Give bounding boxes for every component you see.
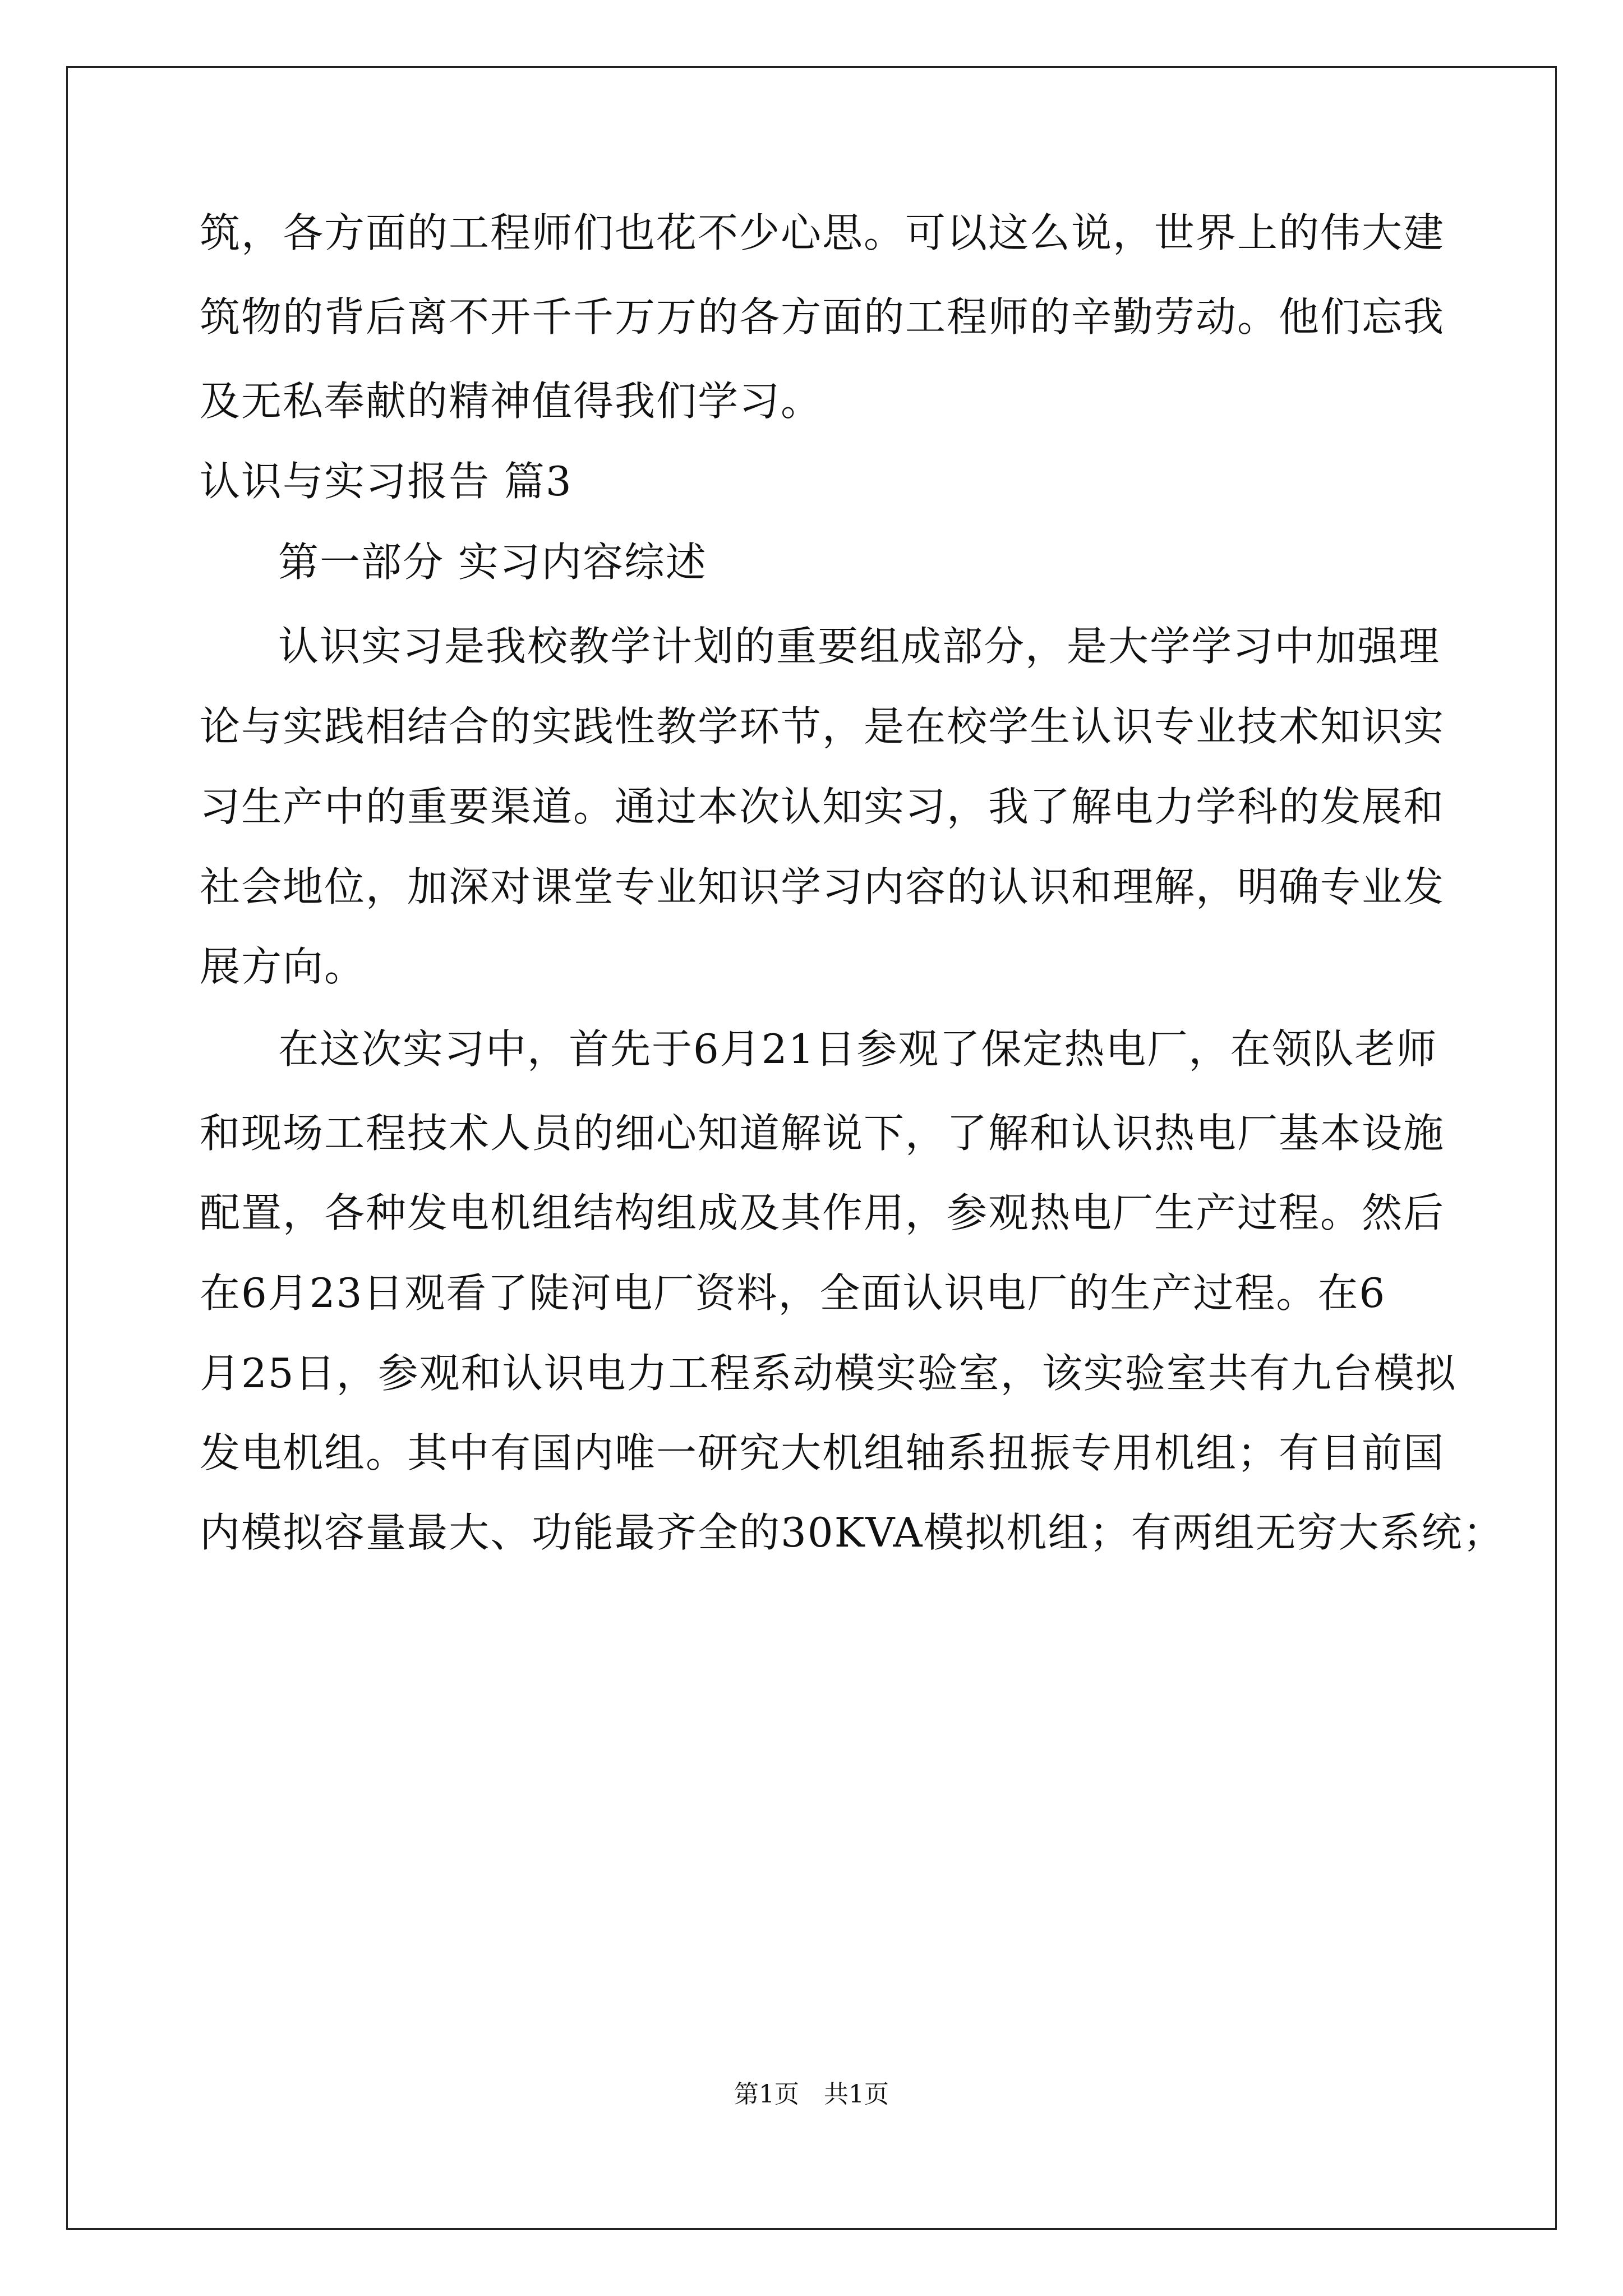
page-footer: 第1页 共1页 — [734, 2080, 889, 2109]
body-text-line: 在6月23日观看了陡河电厂资料，全面认识电厂的生产过程。在6 — [200, 1269, 1386, 1317]
paragraph-first-line: 认识实习是我校教学计划的重要组成部分，是大学学习中加强理 — [278, 623, 1441, 670]
section-heading: 认识与实习报告 篇3 — [200, 458, 573, 505]
body-text-line: 月25日，参观和认识电力工程系动模实验室，该实验室共有九台模拟 — [200, 1350, 1457, 1397]
body-text-line: 内模拟容量最大、功能最齐全的30KVA模拟机组；有两组无穷大系统； — [200, 1509, 1505, 1556]
body-text-line: 配置，各种发电机组结构组成及其作用，参观热电厂生产过程。然后 — [200, 1189, 1445, 1236]
body-text-line: 展方向。 — [200, 943, 366, 990]
paragraph-first-line: 在这次实习中，首先于6月21日参观了保定热电厂，在领队老师 — [278, 1025, 1438, 1073]
body-text-line: 和现场工程技术人员的细心知道解说下，了解和认识热电厂基本设施 — [200, 1110, 1445, 1157]
body-text-line: 及无私奉献的精神值得我们学习。 — [200, 378, 823, 425]
body-text-line: 筑物的背后离不开千千万万的各方面的工程师的辛勤劳动。他们忘我 — [200, 293, 1445, 341]
body-text-line: 习生产中的重要渠道。通过本次认知实习，我了解电力学科的发展和 — [200, 783, 1445, 830]
body-text-line: 发电机组。其中有国内唯一研究大机组轴系扭振专用机组；有目前国 — [200, 1429, 1445, 1476]
body-text-line: 筑，各方面的工程师们也花不少心思。可以这么说，世界上的伟大建 — [200, 209, 1445, 256]
subsection-heading: 第一部分 实习内容综述 — [278, 539, 707, 586]
body-text-line: 社会地位，加深对课堂专业知识学习内容的认识和理解，明确专业发 — [200, 863, 1445, 910]
body-text-line: 论与实践相结合的实践性教学环节，是在校学生认识专业技术知识实 — [200, 703, 1445, 750]
